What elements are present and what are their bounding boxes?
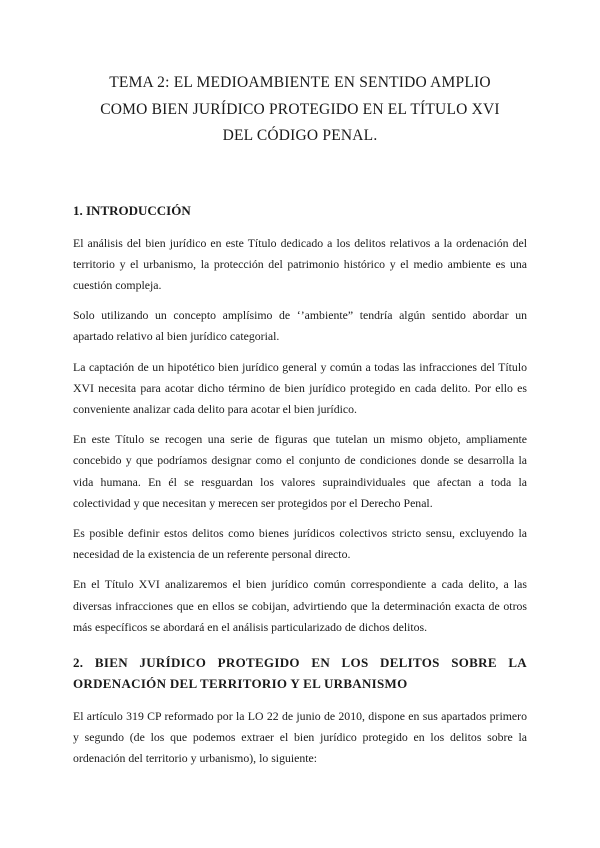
- section-1-paragraph-2: Solo utilizando un concepto amplísimo de ‘’ambiente” tendría algún sentido abordar un apartado relativo al bien jurídico categorial.: [73, 308, 527, 344]
- section-1-paragraph-4: En este Título se recogen una serie de figuras que tutelan un mismo objeto, ampliamente concebido y que podríamos designar como el conjunto de condiciones donde se desarrolla la vida humana. En él se resguardan los valores supraindividuales que afectan a toda la colectividad y que necesitan y merecen ser protegidos por el Derecho Penal.: [73, 432, 527, 510]
- section-1-paragraph-5: Es posible definir estos delitos como bienes jurídicos colectivos stricto sensu, excluyendo la necesidad de la existencia de un referente personal directo.: [73, 525, 527, 562]
- section-1-paragraph-3: La captación de un hipotético bien jurídico general y común a todas las infracciones del Título XVI necesita para acotar dicho término de bien jurídico protegido en cada delito. Por ello es conveniente analizar cada delito para acotar el bien jurídico.: [73, 359, 527, 416]
- section-1-paragraph-1: El análisis del bien jurídico en este Título dedicado a los delitos relativos a la ordenación del territorio y el urbanismo, la protección del patrimonio histórico y el medio ambiente es una cuestión compleja.: [73, 235, 527, 292]
- section-1-paragraph-6: En el Título XVI analizaremos el bien jurídico común correspondiente a cada delito, a las diversas infracciones que en ellos se cobijan, advirtiendo que la determinación exacta de otros más específicos se abordará en el análisis particularizado de dichos delitos.: [73, 577, 527, 634]
- section-1-heading: 1. INTRODUCCIÓN: [73, 202, 191, 218]
- document-title: [73, 70, 527, 150]
- section-2-paragraph-1: El artículo 319 CP reformado por la LO 22 de junio de 2010, dispone en sus apartados primero y segundo (de los que podemos extraer el bien jurídico protegido en los delitos sobre la ordenación del territorio y urbanismo), lo siguiente:: [73, 708, 527, 766]
- title-line-2: COMO BIEN JURÍDICO PROTEGIDO EN EL TÍTULO XVI: [100, 100, 500, 118]
- title-line-3: DEL CÓDIGO PENAL.: [222, 127, 378, 144]
- title-line-1: TEMA 2: EL MEDIOAMBIENTE EN SENTIDO AMPLIO: [109, 74, 491, 91]
- section-2-heading: 2. BIEN JURÍDICO PROTEGIDO EN LOS DELITOS SOBRE LA ORDENACIÓN DEL TERRITORIO Y EL URBANISMO: [73, 654, 527, 691]
